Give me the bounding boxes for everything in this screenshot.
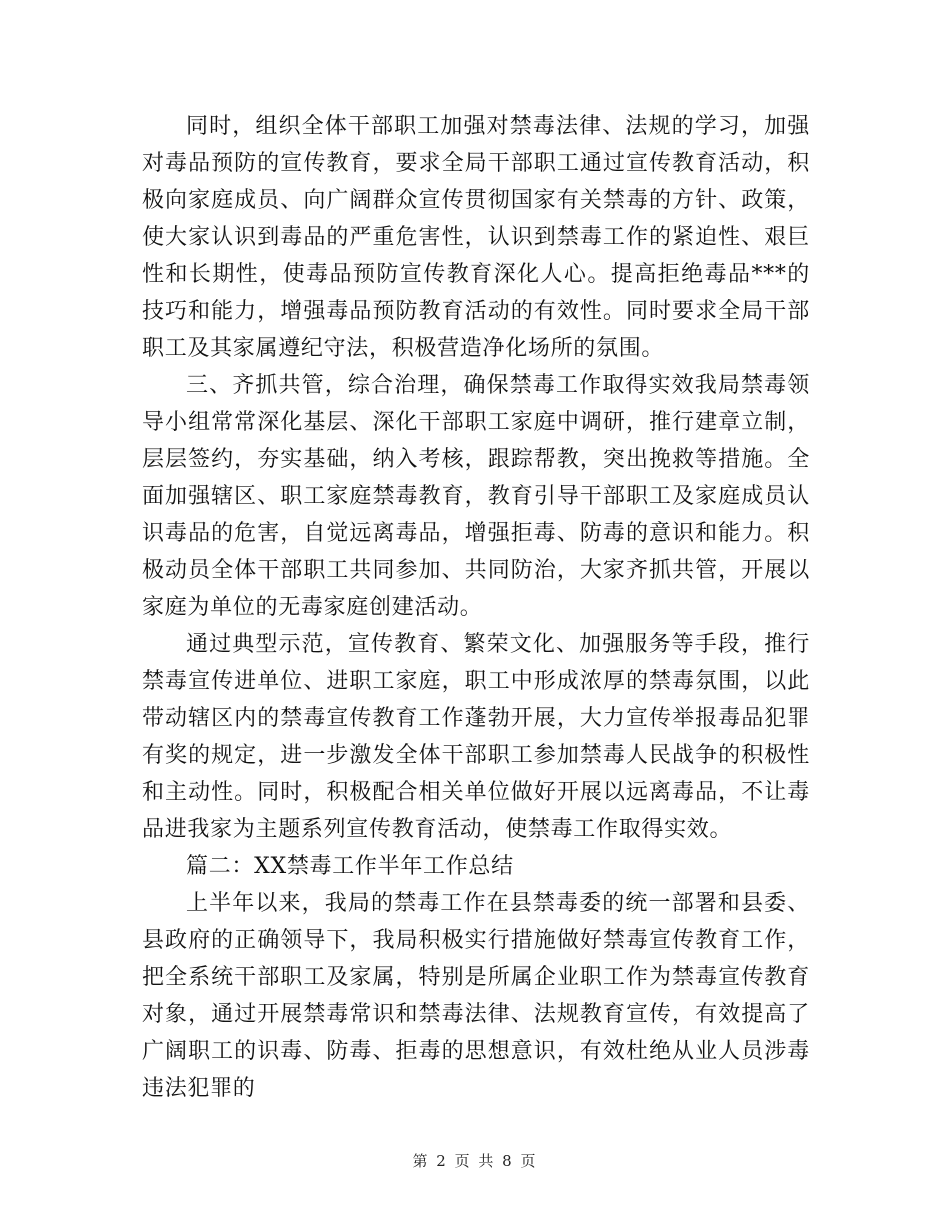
paragraph-typical-demonstration: 通过典型示范，宣传教育、繁荣文化、加强服务等手段，推行禁毒宣传进单位、进职工家庭，职工中形成浓厚的禁毒氛围，以此带动辖区内的禁毒宣传教育工作蓬勃开展，大力宣传举报毒品犯罪有奖的规定，进一步激发全体干部职工参加禁毒人民战争的积极性和主动性。同时，积极配合相关单位做好开展以远离毒品，不让毒品进我家为主题系列宣传教育活动，使禁毒工作取得实效。 <box>142 632 810 842</box>
paragraph-half-year-summary: 上半年以来，我局的禁毒工作在县禁毒委的统一部署和县委、县政府的正确领导下，我局积极实行措施做好禁毒宣传教育工作，把全系统干部职工及家属，特别是所属企业职工作为禁毒宣传教育对象，通过开展禁毒常识和禁毒法律、法规教育宣传，有效提高了广阔职工的识毒、防毒、拒毒的思想意识，有效杜绝从业人员涉毒违法犯罪的 <box>142 891 810 1101</box>
paragraph-comprehensive-management: 三、齐抓共管，综合治理，确保禁毒工作取得实效我局禁毒领导小组常常深化基层、深化干部职工家庭中调研，推行建章立制，层层签约，夯实基础，纳入考核，跟踪帮教，突出挽救等措施。全面加强辖区、职工家庭禁毒教育，教育引导干部职工及家庭成员认识毒品的危害，自觉远离毒品，增强拒毒、防毒的意识和能力。积极动员全体干部职工共同参加、共同防治，大家齐抓共管，开展以家庭为单位的无毒家庭创建活动。 <box>142 373 810 620</box>
section-heading: 篇二：XX禁毒工作半年工作总结 <box>186 854 514 879</box>
document-body <box>142 108 810 1107</box>
paragraph-study-publicity: 同时，组织全体干部职工加强对禁毒法律、法规的学习，加强对毒品预防的宣传教育，要求全局干部职工通过宣传教育活动，积极向家庭成员、向广阔群众宣传贯彻国家有关禁毒的方针、政策，使大家认识到毒品的严重危害性，认识到禁毒工作的紧迫性、艰巨性和长期性，使毒品预防宣传教育深化人心。提高拒绝毒品***的技巧和能力，增强毒品预防教育活动的有效性。同时要求全局干部职工及其家属遵纪守法，积极营造净化场所的氛围。 <box>142 114 810 361</box>
page-number-footer: 第 2 页 共 8 页 <box>412 1152 538 1170</box>
